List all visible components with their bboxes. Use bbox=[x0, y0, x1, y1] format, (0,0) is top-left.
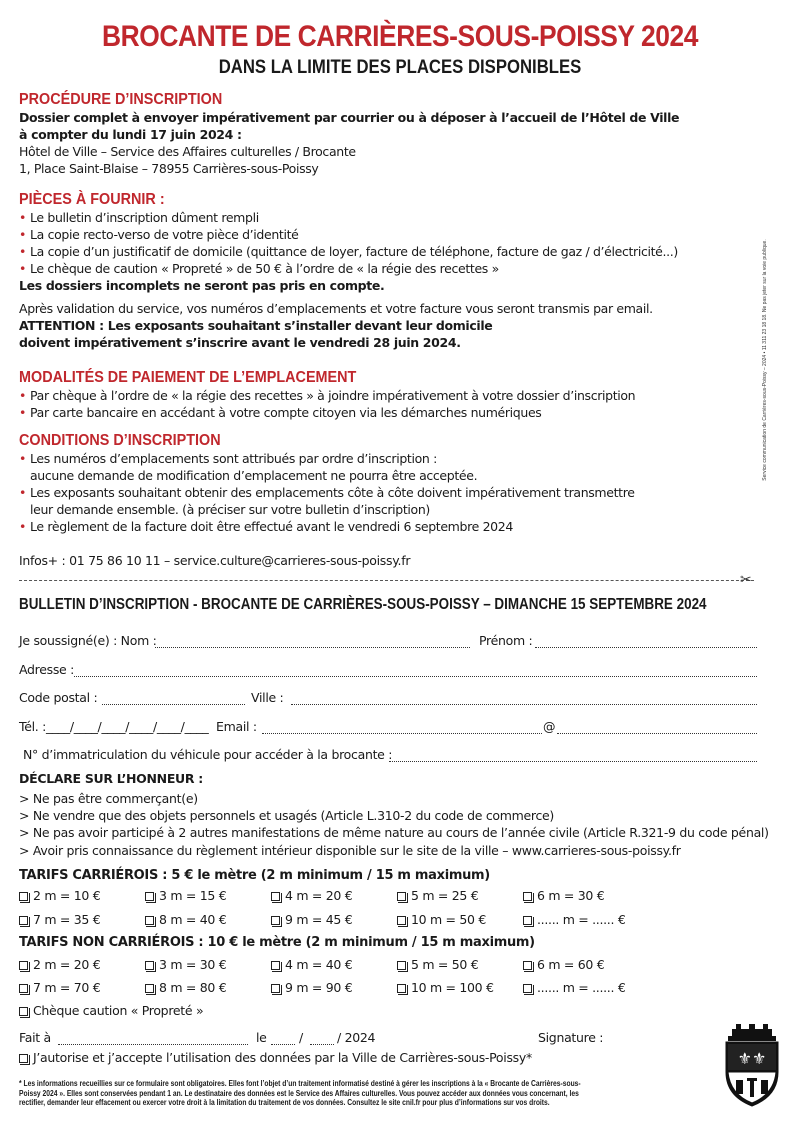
procedure-line: Dossier complet à envoyer impérativement par courrier ou à déposer à l’accueil de l’Hôtel de Ville bbox=[19, 110, 680, 125]
checkbox-icon bbox=[523, 984, 532, 993]
checkbox-icon bbox=[271, 984, 280, 993]
list-item: • Le bulletin d’inscription dûment rempli bbox=[19, 209, 739, 226]
fait-label: Fait à bbox=[19, 1030, 51, 1045]
cheque-caution-option[interactable]: Chèque caution « Propreté » bbox=[19, 1003, 203, 1018]
infos-contact: Infos+ : 01 75 86 10 11 – service.culture@carrieres-sous-poissy.fr bbox=[19, 553, 411, 568]
declaration-item: > Ne vendre que des objets personnels et usagés (Article L.310-2 du code de commerce) bbox=[19, 808, 554, 823]
declaration-item: > Ne pas être commerçant(e) bbox=[19, 791, 198, 806]
tarif-option[interactable]: 3 m = 15 € bbox=[145, 888, 226, 903]
list-item: • Le règlement de la facture doit être effectué avant le vendredi 6 septembre 2024 bbox=[19, 518, 739, 535]
list-item: • La copie recto-verso de votre pièce d’identité bbox=[19, 226, 739, 243]
signature-label: Signature : bbox=[538, 1030, 604, 1045]
side-note bbox=[761, 215, 769, 505]
cut-line bbox=[19, 580, 754, 581]
prenom-field[interactable] bbox=[535, 647, 757, 648]
ville-label: Ville : bbox=[251, 690, 284, 705]
checkbox-icon bbox=[145, 961, 154, 970]
footnote: * Les informations recueillies sur ce formulaire sont obligatoires. Elles font l’objet d’un traitement informatisé destiné à gérer les inscriptions à la « Brocante de Carrières-sous-Poissy 2024 ». Elles sont conservées pendant 1 an. Le destinataire des données est le Service des Affaires culturelles. Vous pouvez accéder aux données vous concernant, les rectifier, demander leur effacement ou exercer votre droit à la limitation du traitement de vos données. Consultez le site cnil.fr pour plus d’informations sur vos droits. bbox=[19, 1079, 581, 1107]
checkbox-icon bbox=[523, 916, 532, 925]
checkbox-icon bbox=[523, 961, 532, 970]
checkbox-icon bbox=[19, 1054, 28, 1063]
cp-field[interactable] bbox=[102, 704, 245, 705]
checkbox-icon bbox=[19, 984, 28, 993]
year-label: / 2024 bbox=[337, 1030, 376, 1045]
ville-field[interactable] bbox=[291, 704, 757, 705]
checkbox-icon bbox=[19, 892, 28, 901]
declaration-item: > Avoir pris connaissance du règlement intérieur disponible sur le site de la ville – www.carrieres-sous-poissy.fr bbox=[19, 843, 681, 858]
tarifs-non-carrierois-heading: TARIFS NON CARRIÉROIS : 10 € le mètre (2 m minimum / 15 m maximum) bbox=[19, 935, 535, 950]
city-crest-logo bbox=[722, 1024, 782, 1108]
checkbox-icon bbox=[271, 892, 280, 901]
page-title: BROCANTE DE CARRIÈRES-SOUS-POISSY 2024 bbox=[101, 20, 699, 53]
checkbox-icon bbox=[523, 892, 532, 901]
adresse-label: Adresse : bbox=[19, 662, 75, 677]
tarifs-carrierois-heading: TARIFS CARRIÉROIS : 5 € le mètre (2 m minimum / 15 m maximum) bbox=[19, 868, 490, 883]
tarif-option[interactable]: 4 m = 40 € bbox=[271, 957, 352, 972]
month-field[interactable] bbox=[310, 1044, 334, 1045]
tarif-option[interactable]: 6 m = 60 € bbox=[523, 957, 604, 972]
nom-field[interactable] bbox=[155, 647, 470, 648]
checkbox-icon bbox=[145, 984, 154, 993]
pieces-after: Après validation du service, vos numéros d’emplacements et votre facture vous seront transmis par email. bbox=[19, 301, 653, 316]
checkbox-icon bbox=[19, 961, 28, 970]
checkbox-icon bbox=[145, 892, 154, 901]
day-field[interactable] bbox=[271, 1044, 295, 1045]
tarif-option[interactable]: 8 m = 40 € bbox=[145, 912, 226, 927]
checkbox-icon bbox=[397, 961, 406, 970]
tarif-option[interactable]: ...... m = ...... € bbox=[523, 980, 625, 995]
email-label: Email : bbox=[216, 719, 257, 734]
procedure-heading: PROCÉDURE D’INSCRIPTION bbox=[19, 91, 223, 108]
adresse-field[interactable] bbox=[74, 676, 757, 677]
list-item: • Le chèque de caution « Propreté » de 50 € à l’ordre de « la régie des recettes » bbox=[19, 260, 739, 277]
list-item: • Par chèque à l’ordre de « la régie des recettes » à joindre impérativement à votre dossier d’inscription bbox=[19, 387, 739, 404]
list-item: • Les numéros d’emplacements sont attribués par ordre d’inscription : bbox=[19, 450, 739, 467]
immat-field[interactable] bbox=[389, 761, 757, 762]
pieces-attention: ATTENTION : Les exposants souhaitant s’installer devant leur domicile bbox=[19, 318, 493, 333]
tarif-option[interactable]: 3 m = 30 € bbox=[145, 957, 226, 972]
tarif-option[interactable]: 10 m = 100 € bbox=[397, 980, 494, 995]
list-item: • La copie d’un justificatif de domicile (quittance de loyer, facture de téléphone, facture de gaz / d’électricité...) bbox=[19, 243, 739, 260]
email-field[interactable] bbox=[262, 733, 542, 734]
conditions-section bbox=[19, 431, 739, 535]
form-title: BULLETIN D’INSCRIPTION - BROCANTE DE CARRIÈRES-SOUS-POISSY – DIMANCHE 15 SEPTEMBRE 2024 bbox=[19, 596, 707, 613]
pieces-warning: Les dossiers incomplets ne seront pas pris en compte. bbox=[19, 278, 385, 293]
tarif-option[interactable]: 2 m = 10 € bbox=[19, 888, 100, 903]
tarif-option[interactable]: 9 m = 45 € bbox=[271, 912, 352, 927]
side-note-text: Service communication de Carrières-sous-Poissy – 2024 • 11 311 23 18 18. Ne pas jeter sur la voie publique. bbox=[762, 239, 768, 481]
list-item: • Par carte bancaire en accédant à votre compte citoyen via les démarches numériques bbox=[19, 404, 739, 421]
checkbox-icon bbox=[19, 916, 28, 925]
tarif-option[interactable]: 8 m = 80 € bbox=[145, 980, 226, 995]
procedure-section bbox=[19, 90, 739, 177]
prenom-label: Prénom : bbox=[479, 633, 533, 648]
procedure-line: 1, Place Saint-Blaise – 78955 Carrières-sous-Poissy bbox=[19, 161, 319, 176]
tarif-option[interactable]: 5 m = 50 € bbox=[397, 957, 478, 972]
list-item-cont: aucune demande de modification d’emplacement ne pourra être acceptée. bbox=[30, 468, 478, 483]
pieces-heading: PIÈCES À FOURNIR : bbox=[19, 191, 165, 208]
tel-field[interactable]: Tél. :____/____/____/____/____/____ bbox=[19, 719, 209, 734]
procedure-line: Hôtel de Ville – Service des Affaires culturelles / Brocante bbox=[19, 144, 356, 159]
tarif-option[interactable]: 2 m = 20 € bbox=[19, 957, 100, 972]
list-item-cont: leur demande ensemble. (à préciser sur votre bulletin d’inscription) bbox=[30, 502, 430, 517]
nom-label: Je soussigné(e) : Nom : bbox=[19, 633, 157, 648]
tarif-option[interactable]: 10 m = 50 € bbox=[397, 912, 486, 927]
declare-heading: DÉCLARE SUR L’HONNEUR : bbox=[19, 771, 203, 786]
tarif-option[interactable]: 9 m = 90 € bbox=[271, 980, 352, 995]
consent-checkbox[interactable]: J’autorise et j’accepte l’utilisation des données par la Ville de Carrières-sous-Poissy* bbox=[19, 1050, 532, 1065]
tarif-option[interactable]: 7 m = 70 € bbox=[19, 980, 100, 995]
tarif-option[interactable]: 7 m = 35 € bbox=[19, 912, 100, 927]
checkbox-icon bbox=[271, 916, 280, 925]
checkbox-icon bbox=[397, 916, 406, 925]
tarif-option[interactable]: 4 m = 20 € bbox=[271, 888, 352, 903]
le-label: le bbox=[256, 1030, 267, 1045]
paiement-section bbox=[19, 368, 739, 421]
pieces-attention: doivent impérativement s’inscrire avant le vendredi 28 juin 2024. bbox=[19, 335, 461, 350]
checkbox-icon bbox=[397, 984, 406, 993]
immat-label: N° d’immatriculation du véhicule pour accéder à la brocante : bbox=[23, 747, 393, 762]
procedure-line: à compter du lundi 17 juin 2024 : bbox=[19, 127, 242, 142]
svg-text:⚜⚜: ⚜⚜ bbox=[737, 1049, 767, 1068]
declaration-item: > Ne pas avoir participé à 2 autres manifestations de même nature au cours de l’année civile (Article R.321-9 du code pénal) bbox=[19, 825, 769, 840]
checkbox-icon bbox=[271, 961, 280, 970]
email-at: @ bbox=[543, 719, 556, 734]
tarif-option[interactable]: ...... m = ...... € bbox=[523, 912, 625, 927]
list-item: • Les exposants souhaitant obtenir des emplacements côte à côte doivent impérativement transmettre bbox=[19, 484, 739, 501]
date-slash: / bbox=[299, 1030, 303, 1045]
paiement-heading: MODALITÉS DE PAIEMENT DE L’EMPLACEMENT bbox=[19, 369, 357, 386]
fait-field[interactable] bbox=[58, 1044, 248, 1045]
conditions-heading: CONDITIONS D’INSCRIPTION bbox=[19, 432, 221, 449]
scissors-icon: ✂ bbox=[740, 571, 752, 587]
checkbox-icon bbox=[397, 892, 406, 901]
checkbox-icon bbox=[145, 916, 154, 925]
page-subtitle: DANS LA LIMITE DES PLACES DISPONIBLES bbox=[218, 57, 582, 78]
tarif-option[interactable]: 6 m = 30 € bbox=[523, 888, 604, 903]
cp-label: Code postal : bbox=[19, 690, 98, 705]
checkbox-icon bbox=[19, 1007, 28, 1016]
tarif-option[interactable]: 5 m = 25 € bbox=[397, 888, 478, 903]
email-domain-field[interactable] bbox=[557, 733, 757, 734]
pieces-section bbox=[19, 190, 739, 351]
